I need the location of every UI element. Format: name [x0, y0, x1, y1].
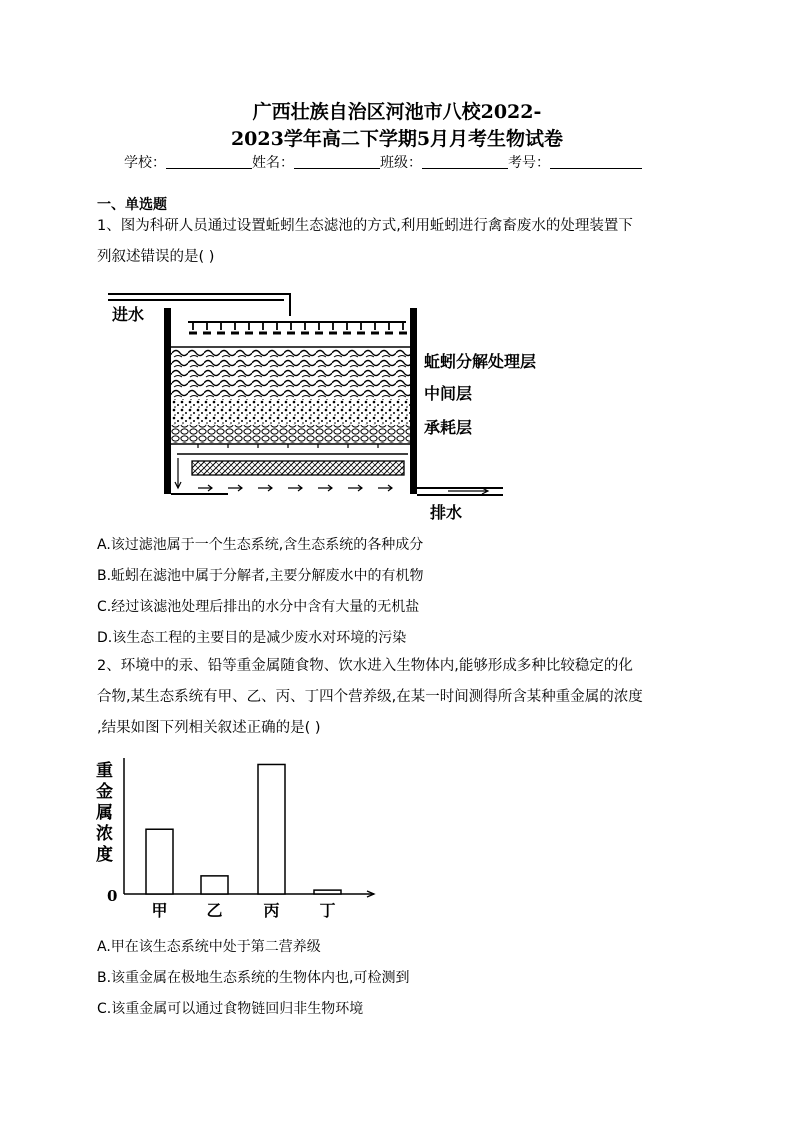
q1-stem — [97, 211, 697, 273]
q1-sprinklers — [189, 322, 407, 333]
q2-stem-line2: 合物,某生态系统有甲、乙、丙、丁四个营养级,在某一时间测得所含某种重金属的浓度 — [97, 689, 643, 705]
class-label: 班级： — [380, 155, 422, 171]
exam-title-line1: 广西壮族自治区河池市八校2022- — [252, 101, 542, 123]
q1-layer3-label: 承耗层 — [424, 418, 473, 437]
exam-number-field[interactable] — [550, 154, 642, 169]
student-info-row — [124, 152, 642, 172]
bar-1 — [146, 829, 173, 894]
q2-option-a[interactable]: A.甲在该生态系统中处于第二营养级 — [97, 939, 321, 955]
x-tick-label: 丁 — [319, 901, 336, 920]
section-title: 一、单选题 — [97, 197, 167, 213]
q1-tank-left-wall — [164, 308, 171, 494]
q2-stem-line3: ,结果如图下列相关叙述正确的是( ) — [97, 720, 321, 736]
y-axis-label-char: 金 — [96, 782, 113, 802]
q1-middle-layer — [171, 399, 410, 425]
school-label: 学校： — [124, 155, 166, 171]
q2-bar-chart — [96, 752, 386, 924]
q1-drain-bed — [192, 461, 404, 475]
name-field[interactable] — [294, 154, 380, 169]
bar-4 — [314, 890, 341, 894]
q1-option-d[interactable]: D.该生态工程的主要目的是减少废水对环境的污染 — [97, 630, 407, 646]
bar-2 — [201, 876, 228, 894]
q1-stem-line1: 1、图为科研人员通过设置蚯蚓生态滤池的方式,利用蚯蚓进行禽畜废水的处理装置下 — [97, 218, 633, 234]
q2-stem — [97, 651, 697, 744]
y-axis-label-char: 浓 — [96, 824, 113, 844]
exam-title-line2: 2023学年高二下学期5月月考生物试卷 — [230, 128, 564, 150]
q1-layer1-label: 蚯蚓分解处理层 — [424, 352, 537, 371]
q1-option-a[interactable]: A.该过滤池属于一个生态系统,含生态系统的各种成分 — [97, 537, 424, 553]
origin-label: 0 — [107, 887, 118, 905]
q1-option-b[interactable]: B.蚯蚓在滤池中属于分解者,主要分解废水中的有机物 — [97, 568, 424, 584]
y-axis-label-char: 重 — [96, 761, 113, 781]
q1-worm-layer — [171, 347, 410, 399]
q1-tank-right-wall — [410, 308, 417, 494]
q2-option-b[interactable]: B.该重金属在极地生态系统的生物体内也,可检测到 — [97, 970, 410, 986]
x-tick-label: 丙 — [263, 901, 280, 920]
exam-number-label: 考号： — [508, 155, 550, 171]
q1-stem-line2: 列叙述错误的是( ) — [97, 249, 215, 265]
q1-support-layer — [171, 425, 410, 443]
y-axis-label-char: 度 — [96, 845, 113, 865]
name-label: 姓名： — [252, 155, 294, 171]
q2-stem-line1: 2、环境中的汞、铅等重金属随食物、饮水进入生物体内,能够形成多种比较稳定的化 — [97, 658, 633, 674]
x-tick-label: 甲 — [151, 901, 168, 920]
q2-option-c[interactable]: C.该重金属可以通过食物链回归非生物环境 — [97, 1001, 364, 1017]
school-field[interactable] — [166, 154, 252, 169]
q1-filter-diagram — [108, 288, 537, 523]
q1-inlet-label: 进水 — [112, 305, 145, 324]
q1-option-c[interactable]: C.经过该滤池处理后排出的水分中含有大量的无机盐 — [97, 599, 420, 615]
q1-layer2-label: 中间层 — [424, 384, 473, 403]
q1-outlet-label: 排水 — [430, 503, 463, 522]
class-field[interactable] — [422, 154, 508, 169]
x-tick-label: 乙 — [206, 901, 223, 920]
bar-3 — [258, 764, 285, 894]
y-axis-label-char: 属 — [96, 803, 113, 823]
